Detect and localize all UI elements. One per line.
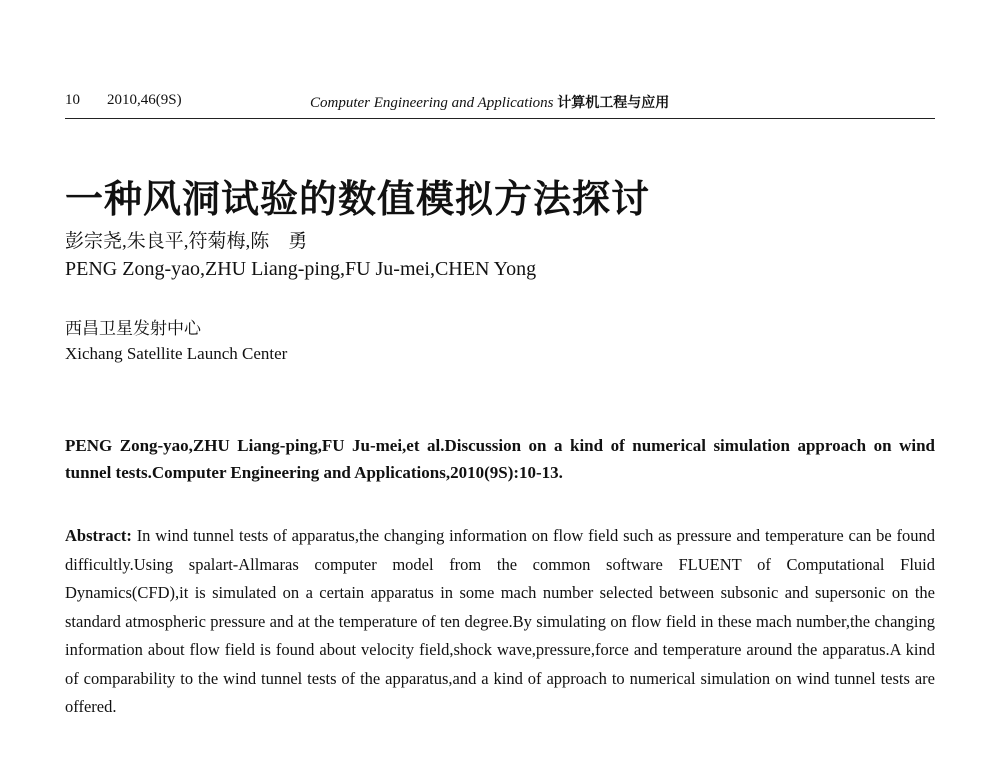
- abstract: [65, 522, 935, 722]
- journal-name-en: Computer Engineering and Applications: [310, 95, 554, 111]
- affiliation-en: Xichang Satellite Launch Center: [65, 344, 288, 363]
- page-number: 10: [65, 92, 80, 108]
- journal-name: [310, 92, 669, 112]
- header-rule: [65, 118, 935, 119]
- journal-name-cn: 计算机工程与应用: [557, 95, 670, 111]
- authors-en: PENG Zong-yao,ZHU Liang-ping,FU Ju-mei,CHEN Yong: [65, 258, 537, 280]
- citation: PENG Zong-yao,ZHU Liang-ping,FU Ju-mei,et al.Discussion on a kind of numerical simulation approach on wind tunnel tests.Computer Engineering and Applications,2010(9S):10-13.: [65, 436, 935, 482]
- paper-title: 一种风洞试验的数值模拟方法探讨: [65, 176, 651, 221]
- issue-label: 2010,46(9S): [107, 92, 182, 108]
- affiliation-cn: 西昌卫星发射中心: [65, 319, 201, 338]
- authors-cn: 彭宗尧,朱良平,符菊梅,陈 勇: [65, 231, 308, 252]
- abstract-label: Abstract:: [65, 526, 132, 545]
- abstract-text: In wind tunnel tests of apparatus,the changing information on flow field such as pressure and temperature can be found difficultly.Using spalart-Allmaras computer model from the common software FLUENT of Computational Fluid Dynamics(CFD),it is simulated on a certain apparatus in some mach number selected between subsonic and supersonic on the standard atmospheric pressure and at the temperature of ten degree.By simulating on flow field in these mach number,the changing information about flow field is found about velocity field,shock wave,pressure,force and temperature around the apparatus.A kind of comparability to the wind tunnel tests of the apparatus,and a kind of approach to numerical simulation on wind tunnel tests are offered.: [65, 526, 936, 716]
